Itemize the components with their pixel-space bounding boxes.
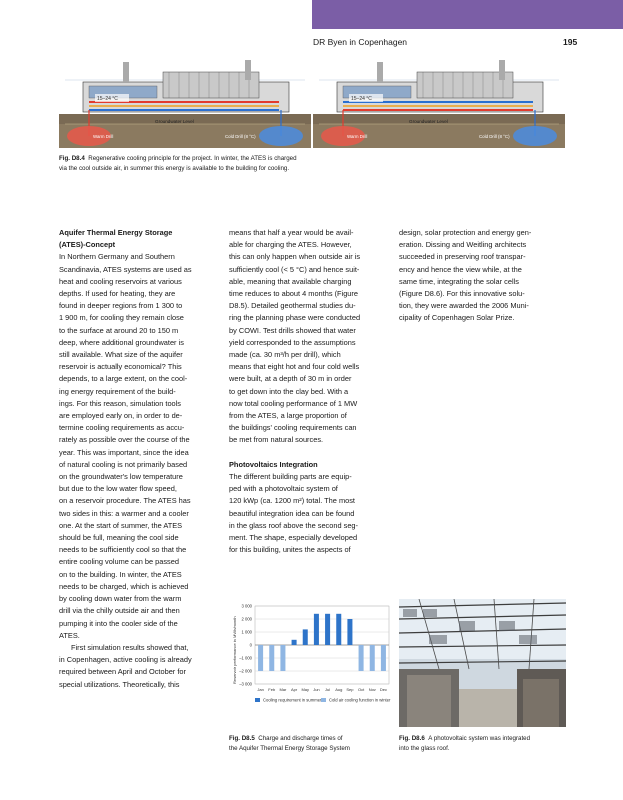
text-line: able for charging the ATES. However,	[229, 240, 352, 250]
text-line: entire cooling volume can be passed	[59, 557, 179, 567]
ates-diagram-summer	[313, 58, 565, 148]
text-line: one. At the start of summer, the ATES	[59, 520, 183, 530]
text-line: means that eight hot and four cold wells	[229, 362, 360, 372]
column-2	[229, 227, 399, 556]
text-line: sufficiently cool (< 5 °C) and hence suit-	[229, 264, 360, 274]
chapter-tab	[312, 0, 623, 29]
section-heading: Photovoltaics Integration	[229, 459, 318, 469]
text-line: ATES.	[59, 630, 80, 640]
text-line: reservoir is actually economical? This	[59, 362, 182, 372]
text-line: 120 kWp (ca. 1200 m²) total. The most	[229, 496, 355, 506]
text-line: Scandinavia, ATES systems are used as	[59, 264, 192, 274]
x-tick-label: Apr	[290, 687, 298, 692]
warm-drill-label: Warm Drill	[347, 134, 368, 139]
text-line: able, meaning that available charging	[229, 276, 352, 286]
fig-label: Fig. D8.6	[399, 735, 425, 742]
ates-charge-chart	[229, 600, 392, 726]
text-line: means that half a year would be avail-	[229, 228, 354, 237]
caption-line: Regenerative cooling principle for the project. In winter, the ATES is charged	[88, 155, 297, 162]
x-tick-label: Aug	[335, 687, 343, 692]
column-1	[59, 227, 229, 691]
bar-jul	[325, 614, 330, 645]
text-line: 1 900 m, for cooling they remain close	[59, 313, 184, 323]
x-tick-label: Feb	[268, 687, 276, 692]
text-line: on a reservoir procedure. The ATES has	[59, 496, 191, 506]
bar-nov	[370, 645, 375, 671]
text-line: needs to be sufficiently cool so that the	[59, 545, 187, 555]
x-tick-label: Oct	[357, 687, 365, 692]
text-line: D8.5). Detailed geothermal studies du-	[229, 301, 356, 311]
text-line: but due to the low water flow speed,	[59, 484, 177, 494]
text-line: to the surface at around 20 to 150 m	[59, 325, 179, 335]
text-line: depths. If used for heating, they are	[59, 289, 176, 299]
text-line: on to the building. In winter, the ATES	[59, 569, 182, 579]
y-tick-label: 2 000	[241, 616, 252, 622]
y-tick-label: 0	[249, 642, 252, 648]
text-line: year. This was important, since the idea	[59, 447, 189, 457]
text-line: eration. Dissing and Weitling architects	[399, 240, 527, 250]
text-line: should be full, meaning the cool side	[59, 533, 179, 543]
photovoltaic-roof-photo	[399, 599, 566, 727]
x-tick-label: Nov	[368, 687, 376, 692]
bar-oct	[359, 645, 364, 671]
text-line: The different building parts are equip-	[229, 472, 352, 482]
text-line: ing energy requirement of the build-	[59, 386, 176, 396]
bar-may	[303, 629, 308, 645]
text-line: of natural cooling is not primarily based	[59, 459, 188, 469]
text-line: are employed early on, in order to de-	[59, 411, 183, 421]
text-line: yield corresponded to the assumptions	[229, 337, 356, 347]
text-line: this can only happen when outside air is	[229, 252, 361, 262]
temp-label: 15–24 °C	[97, 96, 118, 102]
text-line: in the glass roof above the second seg-	[229, 520, 359, 530]
legend-label: Cold air cooling function in winter	[329, 697, 391, 703]
x-tick-label: Jul	[325, 687, 331, 692]
text-line: (Figure D8.6). For this innovative solu-	[399, 289, 525, 299]
text-line: the buildings' cooling requirements can	[229, 423, 357, 433]
text-line: beautiful integration idea can be found	[229, 508, 355, 518]
x-tick-label: Mar	[279, 687, 287, 692]
text-line: required between April and October for	[59, 667, 186, 677]
text-line: special utilizations. Theoretically, this	[59, 679, 180, 689]
groundwater-label: Groundwater Level	[155, 119, 194, 124]
text-line: ency and hence the view while, at the	[399, 264, 522, 274]
text-line: time reduces to about 4 months (Figure	[229, 289, 358, 299]
caption-line: the Aquifer Thermal Energy Storage System	[229, 744, 350, 752]
text-line: found in deeper regions from 1 300 to	[59, 301, 183, 311]
text-line: made (ca. 30 m³/h per drill), which	[229, 350, 341, 360]
fig-d85-caption	[229, 734, 399, 753]
x-tick-label: Jan	[257, 687, 264, 692]
y-tick-label: –2 000	[239, 668, 252, 674]
caption-line: A photovoltaic system was integrated	[428, 735, 531, 742]
text-line: now total cooling performance of 1 MW	[229, 398, 358, 408]
text-line: In Northern Germany and Southern	[59, 252, 175, 262]
text-line: tion, they were awarded the 2006 Muni-	[399, 301, 529, 311]
x-tick-label: Dec	[379, 687, 387, 692]
text-line: from the ATES, a large proportion of	[229, 411, 347, 421]
column-3	[399, 227, 569, 325]
groundwater-label: Groundwater Level	[409, 119, 448, 124]
bar-jun	[314, 614, 319, 645]
text-line: ped with a photovoltaic system of	[229, 484, 338, 494]
warm-drill-label: Warm Drill	[93, 134, 114, 139]
text-line: cipality of Copenhagen Solar Prize.	[399, 313, 515, 323]
y-tick-label: 3 000	[241, 603, 252, 609]
text-line: ring the planning phase were conducted	[229, 313, 361, 323]
text-line: First simulation results showed that,	[71, 642, 189, 652]
bar-aug	[336, 614, 341, 645]
text-line: drill via the chilly outside air and then	[59, 606, 180, 616]
bar-dec	[381, 645, 386, 671]
text-line: on the groundwater's low temperature	[59, 472, 183, 482]
cold-drill-label: Cold Drill (8 °C)	[225, 134, 256, 139]
page-number: 195	[563, 37, 578, 47]
fig-label: Fig. D8.4	[59, 155, 85, 162]
y-tick-label: –1 000	[239, 655, 252, 661]
y-tick-label: 1 000	[241, 629, 252, 635]
fig-d84-caption	[59, 154, 359, 173]
text-line: deep, where additional groundwater is	[59, 337, 184, 347]
text-line: by COWI. Test drills showed that water	[229, 325, 356, 335]
legend-swatch	[255, 698, 260, 702]
y-axis-label: Reservoir performance in MWh/month	[232, 616, 237, 684]
fig-d86-caption	[399, 734, 569, 753]
fig-label: Fig. D8.5	[229, 735, 255, 742]
ates-diagram-winter	[59, 58, 311, 148]
caption-line: into the glass roof.	[399, 744, 450, 752]
x-tick-label: May	[301, 687, 310, 692]
legend-swatch	[321, 698, 326, 702]
text-line: design, solar protection and energy gen-	[399, 228, 532, 237]
text-line: heat and cooling reservoirs at various	[59, 276, 182, 286]
bar-jan	[258, 645, 263, 671]
bar-feb	[269, 645, 274, 671]
text-line: still available. What size of the aquifer	[59, 350, 183, 360]
caption-line: via the cool outside air, in summer this energy is available to the building for cooling.	[59, 164, 290, 172]
text-line: succeeded in preserving roof transpar-	[399, 252, 526, 262]
text-line: same time, integrating the solar cells	[399, 276, 519, 286]
bar-mar	[280, 645, 285, 671]
legend-label: Cooling requirement in summer	[263, 697, 322, 703]
bar-apr	[292, 640, 297, 645]
text-line: to get down into the clay bed. With a	[229, 386, 349, 396]
text-line: rately as possible over the course of the	[59, 435, 190, 445]
text-line: depends, to a large extent, on the cool-	[59, 374, 188, 384]
section-heading: (ATES)-Concept	[59, 240, 116, 250]
text-line: by cooling down water from the warm	[59, 594, 182, 604]
x-tick-label: Sep	[346, 687, 354, 692]
y-tick-label: –3 000	[239, 681, 252, 687]
text-line: were built, at a depth of 30 m in order	[229, 374, 352, 384]
x-tick-label: Jun	[313, 687, 320, 692]
caption-line: Charge and discharge times of	[258, 735, 343, 742]
text-line: ment. The shape, especially developed	[229, 533, 358, 543]
text-line: termine cooling requirements as accu-	[59, 423, 185, 433]
section-heading: Aquifer Thermal Energy Storage	[59, 228, 173, 237]
text-line: in Copenhagen, active cooling is already	[59, 655, 192, 665]
temp-label: 15–24 °C	[351, 96, 372, 102]
text-line: be met from natural sources.	[229, 435, 324, 445]
text-line: ings. For this reason, simulation tools	[59, 398, 181, 408]
text-line: for this building, unites the aspects of	[229, 545, 351, 555]
text-line: two sides in this: a warmer and a cooler	[59, 508, 189, 518]
cold-drill-label: Cold Drill (8 °C)	[479, 134, 510, 139]
running-head: DR Byen in Copenhagen	[313, 37, 408, 47]
text-line: needs to be charged, which is achieved	[59, 581, 189, 591]
text-line: pumping it into the cooler side of the	[59, 618, 178, 628]
bar-sep	[347, 619, 352, 645]
